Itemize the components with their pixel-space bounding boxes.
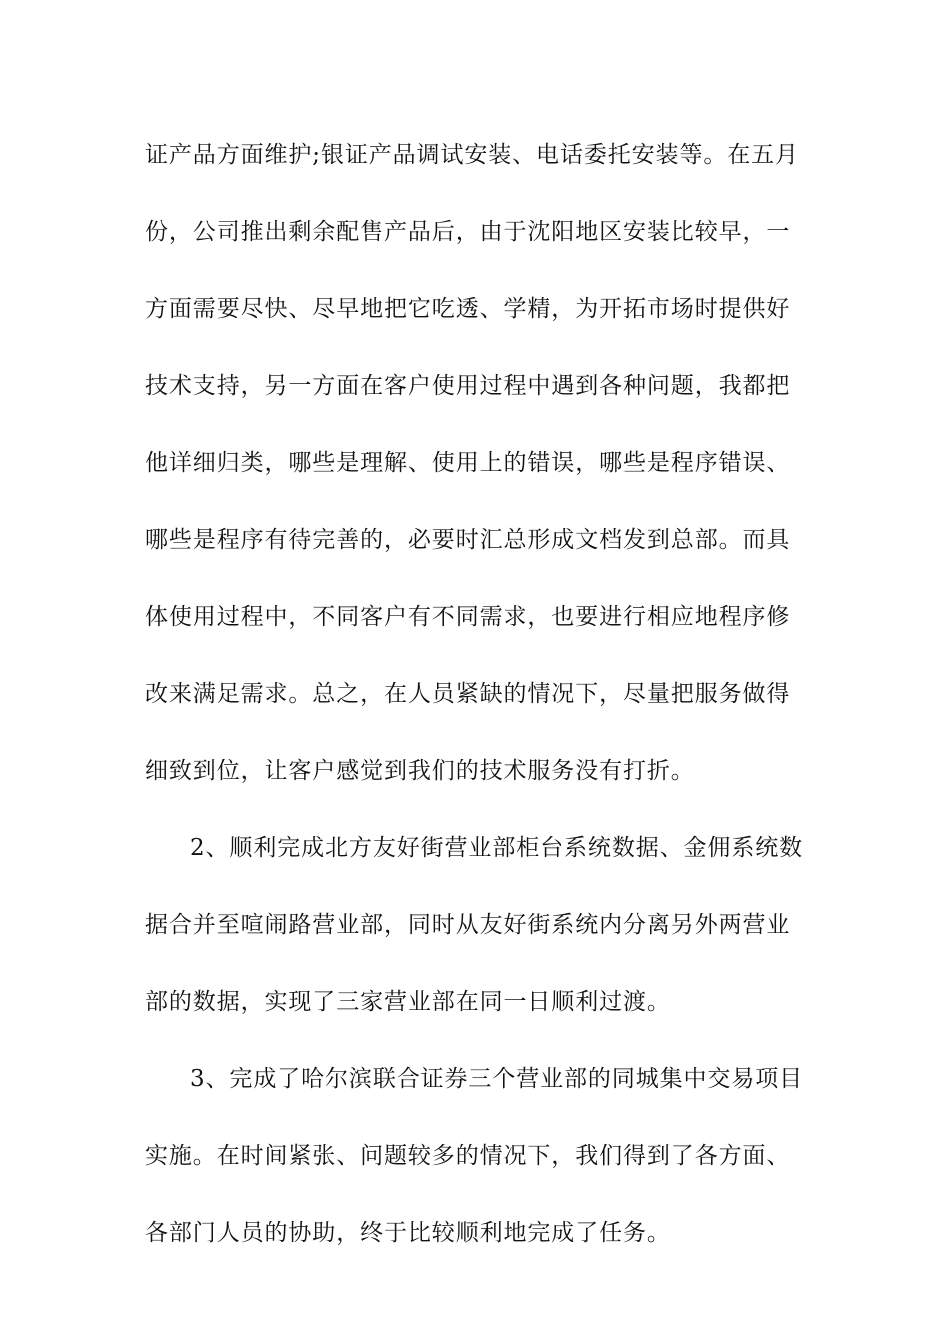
text-line: 各部门人员的协助，终于比较顺利地完成了任务。: [145, 1220, 671, 1246]
text-line: 部的数据，实现了三家营业部在同一日顺利过渡。: [145, 989, 671, 1015]
text-line: 证产品方面维护;银证产品调试安装、电话委托安装等。在五月: [145, 142, 799, 168]
text-line: 细致到位，让客户感觉到我们的技术服务没有打折。: [145, 758, 695, 784]
text-line: 方面需要尽快、尽早地把它吃透、学精，为开拓市场时提供好: [145, 296, 791, 322]
text-line: 他详细归类，哪些是理解、使用上的错误，哪些是程序错误、: [145, 450, 791, 476]
text-line: 实施。在时间紧张、问题较多的情况下，我们得到了各方面、: [145, 1143, 791, 1169]
text-line: 据合并至喧闹路营业部，同时从友好街系统内分离另外两营业: [145, 912, 791, 938]
paragraph-3-first-line: 3、完成了哈尔滨联合证券三个营业部的同城集中交易项目: [190, 1066, 804, 1092]
text-line: 份，公司推出剩余配售产品后，由于沈阳地区安装比较早，一: [145, 219, 791, 245]
text-line: 哪些是程序有待完善的，必要时汇总形成文档发到总部。而具: [145, 527, 791, 553]
paragraph-2-first-line: 2、顺利完成北方友好街营业部柜台系统数据、金佣系统数: [190, 835, 804, 861]
text-line: 改来满足需求。总之，在人员紧缺的情况下，尽量把服务做得: [145, 681, 791, 707]
text-line: 体使用过程中，不同客户有不同需求，也要进行相应地程序修: [145, 604, 791, 630]
text-line: 技术支持，另一方面在客户使用过程中遇到各种问题，我都把: [145, 373, 791, 399]
